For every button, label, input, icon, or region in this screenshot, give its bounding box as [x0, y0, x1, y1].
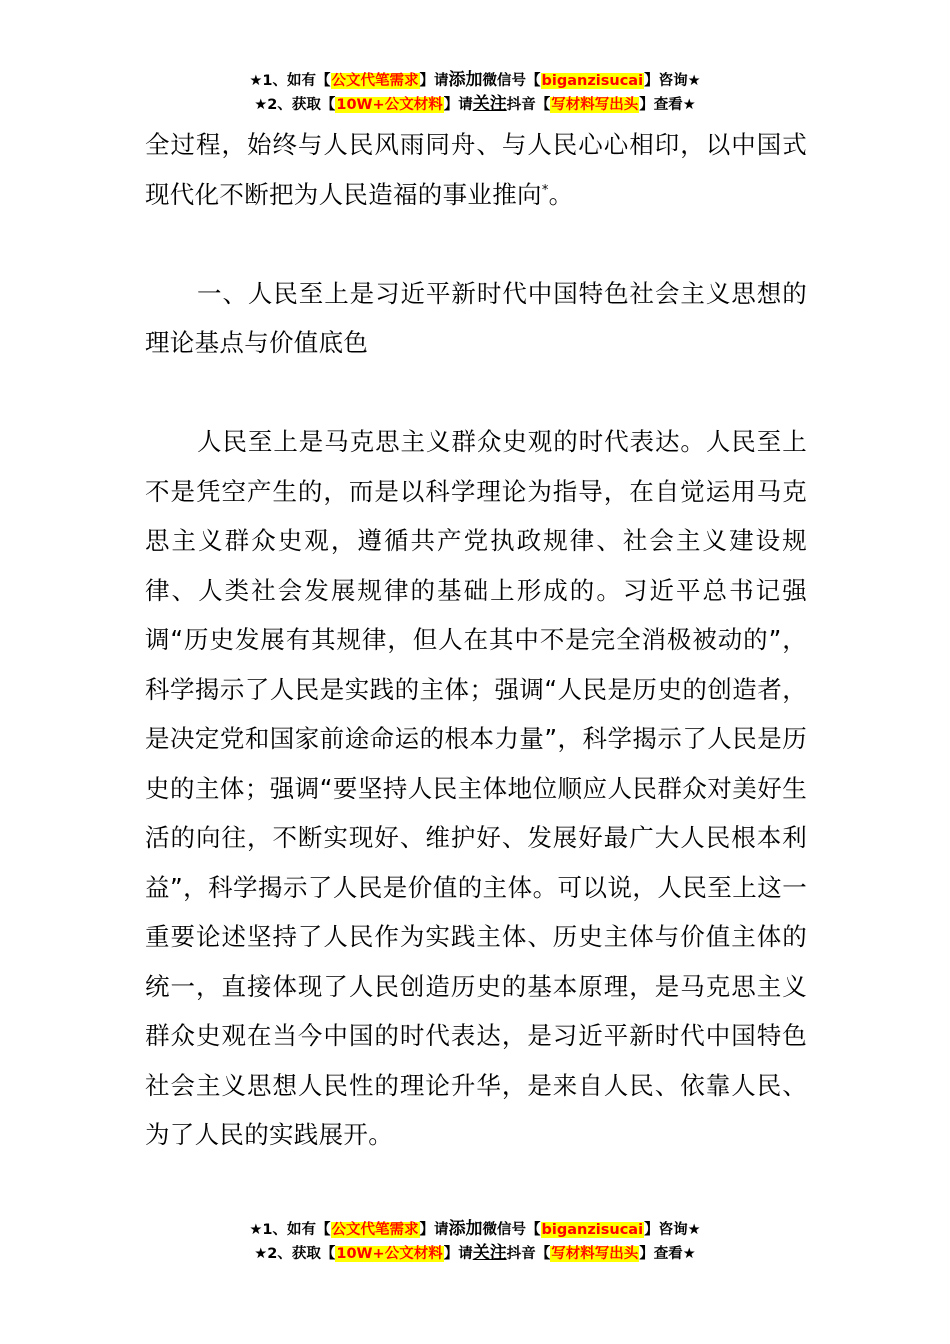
promo-highlight: 公文代笔需求: [331, 1222, 419, 1238]
section-heading: 一、人民至上是习近平新时代中国特色社会主义思想的理论基点与价值底色: [145, 278, 807, 357]
promo-line-1: [0, 1217, 950, 1241]
promo-text: 】请: [443, 1246, 473, 1262]
promo-line-2: [0, 1241, 950, 1265]
promo-douyin-id: 写材料写出头: [551, 97, 639, 113]
promo-text: 微信号【: [482, 1222, 541, 1238]
promo-text: ★2、获取【: [254, 97, 336, 113]
continuation-text: 全过程，始终与人民风雨同舟、与人民心心相印，以中国式现代化不断把为人民造福的事业推向: [145, 130, 807, 209]
promo-emphasis: 添加: [448, 70, 483, 90]
promo-text: ★2、获取【: [254, 1246, 336, 1262]
promo-text: 】请: [419, 1222, 449, 1238]
promo-highlight: 10W+公文材料: [336, 1246, 443, 1262]
footnote-mark: *: [541, 182, 549, 198]
promo-text: ★1、如有【: [249, 1222, 331, 1238]
promo-text: 】查看★: [639, 97, 696, 113]
promo-text: 抖音【: [506, 1246, 551, 1262]
promo-emphasis: 关注: [472, 94, 507, 114]
promo-text: 微信号【: [482, 73, 541, 89]
promo-text: 】请: [419, 73, 449, 89]
spacer: [145, 368, 807, 418]
promo-text: 】查看★: [639, 1246, 696, 1262]
promo-text: ★1、如有【: [249, 73, 331, 89]
promo-text: 】请: [443, 97, 473, 113]
promo-douyin-id: 写材料写出头: [551, 1246, 639, 1262]
promo-banner-top: [0, 68, 950, 116]
promo-highlight: 10W+公文材料: [336, 97, 443, 113]
spacer: [145, 219, 807, 269]
promo-banner-bottom: [0, 1217, 950, 1265]
promo-line-2: [0, 92, 950, 116]
promo-text: 】咨询★: [644, 73, 701, 89]
promo-text: 抖音【: [506, 97, 551, 113]
promo-emphasis: 添加: [448, 1219, 483, 1239]
promo-emphasis: 关注: [472, 1243, 507, 1263]
document-body: [145, 120, 807, 1160]
promo-wechat-id: biganzisucai: [541, 1222, 644, 1238]
continuation-paragraph: [145, 120, 807, 219]
continuation-end: 。: [548, 179, 574, 209]
promo-line-1: [0, 68, 950, 92]
promo-wechat-id: biganzisucai: [541, 73, 644, 89]
promo-text: 】咨询★: [644, 1222, 701, 1238]
promo-highlight: 公文代笔需求: [331, 73, 419, 89]
body-paragraph: 人民至上是马克思主义群众史观的时代表达。人民至上不是凭空产生的，而是以科学理论为指导，在自觉运用马克思主义群众史观，遵循共产党执政规律、社会主义建设规律、人类社会发展规律的基础上形成的。习近平总书记强调“历史发展有其规律，但人在其中不是完全消极被动的”，科学揭示了人民是实践的主体；强调“人民是历史的创造者，是决定党和国家前途命运的根本力量”，科学揭示了人民是历史的主体；强调“要坚持人民主体地位顺应人民群众对美好生活的向往，不断实现好、维护好、发展好最广大人民根本利益”，科学揭示了人民是价值的主体。可以说，人民至上这一重要论述坚持了人民作为实践主体、历史主体与价值主体的统一，直接体现了人民创造历史的基本原理，是马克思主义群众史观在当今中国的时代表达，是习近平新时代中国特色社会主义思想人民性的理论升华，是来自人民、依靠人民、为了人民的实践展开。: [145, 427, 807, 1149]
